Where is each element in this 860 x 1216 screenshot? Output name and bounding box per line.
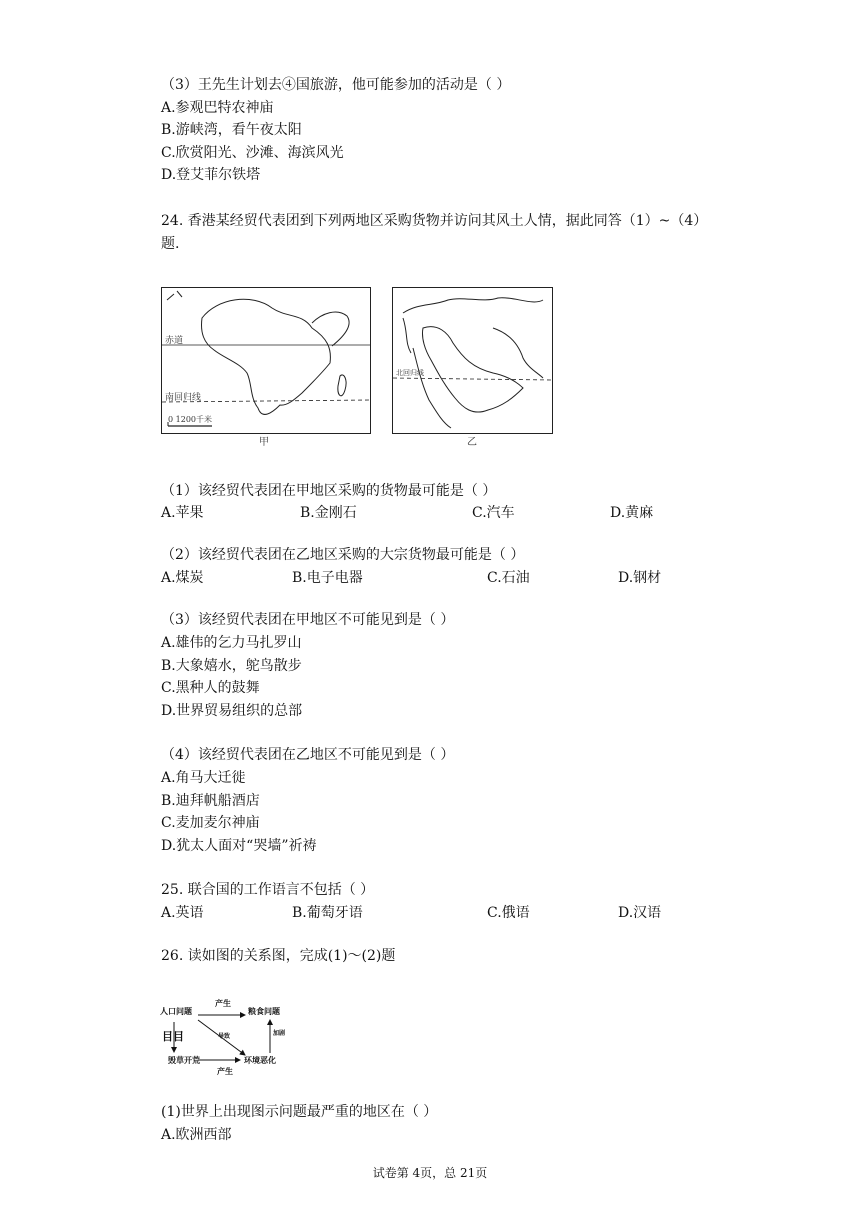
q24-sub3-option-a: A.雄伟的乞力马扎罗山 bbox=[161, 635, 302, 651]
q26-relationship-diagram bbox=[160, 998, 290, 1076]
q24-sub2-option-b: B.电子电器 bbox=[292, 570, 363, 586]
q24-sub4-option-d: D.犹太人面对“哭墙”祈祷 bbox=[161, 838, 317, 854]
q25-stem: 25. 联合国的工作语言不包括（ ） bbox=[161, 882, 375, 898]
q24-sub3-option-b: B.大象嬉水，鸵鸟散步 bbox=[161, 658, 302, 674]
q24-sub1-stem: （1）该经贸代表团在甲地区采购的货物最可能是（ ） bbox=[161, 483, 497, 499]
q26-stem: 26. 读如图的关系图，完成(1)～(2)题 bbox=[161, 948, 396, 964]
q24-sub2-option-a: A.煤炭 bbox=[161, 570, 204, 586]
map-jia bbox=[161, 287, 371, 434]
map-yi-caption: 乙 bbox=[467, 437, 477, 448]
q24-sub3-option-c: C.黑种人的鼓舞 bbox=[161, 680, 260, 696]
diagram-node-environment: 环境恶化 bbox=[244, 1055, 276, 1065]
q26-sub1-option-a: A.欧洲西部 bbox=[161, 1127, 232, 1143]
map-jia-scale: 0 1200千米 bbox=[168, 415, 212, 424]
diagram-edge-bottom-label: 产生 bbox=[217, 1066, 233, 1076]
q24-sub1-option-c: C.汽车 bbox=[472, 505, 515, 521]
map-yi bbox=[392, 287, 553, 434]
map-jia-tropic-label: 南回归线 bbox=[165, 393, 202, 403]
q24-sub1-option-d: D.黄麻 bbox=[610, 505, 654, 521]
q24-sub4-option-b: B.迪拜帆船酒店 bbox=[161, 793, 260, 809]
q24-stem-line1: 24. 香港某经贸代表团到下列两地区采购货物并访问其风土人情，据此同答（1）~（4） bbox=[161, 213, 708, 229]
q24-sub1-option-b: B.金刚石 bbox=[300, 505, 357, 521]
q24-sub4-option-a: A.角马大迁徙 bbox=[161, 770, 246, 786]
q24-sub2-stem: （2）该经贸代表团在乙地区采购的大宗货物最可能是（ ） bbox=[161, 547, 525, 563]
q23-sub3-stem: （3）王先生计划去④国旅游，他可能参加的活动是（ ） bbox=[161, 77, 511, 93]
diagram-edge-top-label: 产生 bbox=[215, 998, 231, 1008]
q25-option-a: A.英语 bbox=[161, 905, 204, 921]
q24-sub4-option-c: C.麦加麦尔神庙 bbox=[161, 815, 260, 831]
q24-sub4-stem: （4）该经贸代表团在乙地区不可能见到是（ ） bbox=[161, 747, 455, 763]
q25-option-c: C.俄语 bbox=[487, 905, 530, 921]
page-footer: 试卷第 4页，总 21页 bbox=[372, 1166, 488, 1180]
q23-sub3-option-a: A.参观巴特农神庙 bbox=[161, 100, 274, 116]
diagram-node-reclaim: 毁草开荒 bbox=[168, 1055, 200, 1065]
q24-sub3-option-d: D.世界贸易组织的总部 bbox=[161, 703, 303, 719]
diagram-edge-left-label: 目目 bbox=[162, 1030, 184, 1043]
diagram-node-food: 粮食问题 bbox=[248, 1006, 280, 1016]
q24-stem-line2: 题. bbox=[161, 236, 180, 252]
q26-sub1-stem: (1)世界上出现图示问题最严重的地区在（ ） bbox=[161, 1104, 438, 1120]
map-yi-drawing bbox=[393, 288, 552, 433]
map-jia-drawing bbox=[162, 288, 370, 433]
map-jia-caption: 甲 bbox=[259, 437, 269, 448]
diagram-node-population: 人口问题 bbox=[160, 1006, 192, 1016]
q25-option-d: D.汉语 bbox=[618, 905, 662, 921]
diagram-edge-right-label: 加剧 bbox=[273, 1030, 286, 1037]
map-jia-equator-label: 赤道 bbox=[165, 336, 184, 346]
q24-sub1-option-a: A.苹果 bbox=[161, 505, 204, 521]
diagram-edge-diagonal-label: 导致 bbox=[218, 1033, 231, 1040]
map-yi-tropic-label: 北回归线 bbox=[396, 369, 424, 377]
q24-sub3-stem: （3）该经贸代表团在甲地区不可能见到是（ ） bbox=[161, 612, 455, 628]
q23-sub3-option-b: B.游峡湾，看午夜太阳 bbox=[161, 122, 302, 138]
q23-sub3-option-c: C.欣赏阳光、沙滩、海滨风光 bbox=[161, 145, 344, 161]
q23-sub3-option-d: D.登艾菲尔铁塔 bbox=[161, 167, 261, 183]
q25-option-b: B.葡萄牙语 bbox=[292, 905, 363, 921]
q24-sub2-option-c: C.石油 bbox=[487, 570, 530, 586]
q24-sub2-option-d: D.钢材 bbox=[618, 570, 662, 586]
